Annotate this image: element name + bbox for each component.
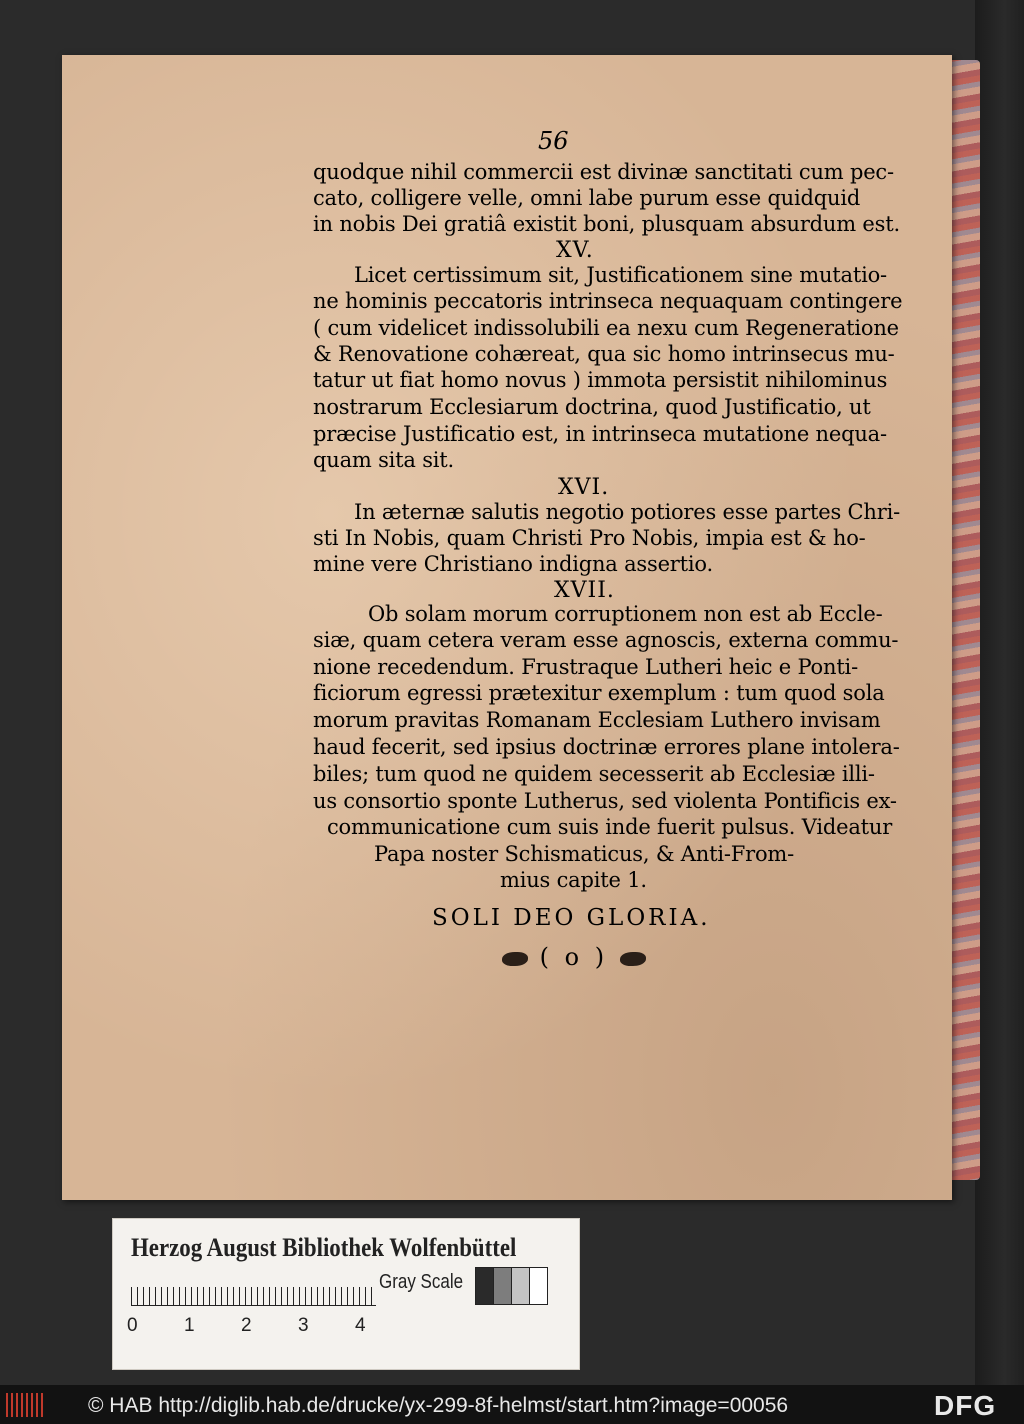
ruler-number: 0 <box>127 1315 138 1336</box>
ornament-text: ( o ) <box>539 943 609 971</box>
color-target-card <box>112 1218 580 1370</box>
dark-backdrop <box>975 0 1024 1385</box>
hab-logo-icon <box>6 1393 46 1417</box>
page-number: 56 <box>538 127 569 155</box>
text-line: ( cum videlicet indissolubili ea nexu cum Regeneratione <box>313 316 899 340</box>
gray-scale-label: Gray Scale <box>379 1271 464 1293</box>
gray-swatch <box>493 1267 512 1305</box>
text-line: mine vere Christiano indigna assertio. <box>313 552 713 576</box>
section-heading-xvi: XVI. <box>558 475 610 500</box>
ruler-number: 4 <box>355 1315 366 1336</box>
dfg-logo: DFG <box>934 1390 997 1421</box>
ruler-number: 2 <box>241 1315 252 1336</box>
ornament-leaf-icon <box>502 952 528 966</box>
text-line: quam sita sit. <box>313 448 455 472</box>
text-line: siæ, quam cetera veram esse agnoscis, externa commu- <box>313 628 899 652</box>
text-line: præcise Justificatio est, in intrinseca mutatione nequa- <box>313 422 887 446</box>
gray-swatch <box>511 1267 530 1305</box>
text-line: tatur ut fiat homo novus ) immota persistit nihilominus <box>313 368 888 392</box>
text-line: Licet certissimum sit, Justificationem sine mutatio- <box>354 263 887 287</box>
text-line: sti In Nobis, quam Christi Pro Nobis, impia est & ho- <box>313 526 866 550</box>
text-line: ne hominis peccatoris intrinseca nequaquam contingere <box>313 289 903 313</box>
text-line: Ob solam morum corruptionem non est ab Eccle- <box>368 602 883 626</box>
text-line: morum pravitas Romanam Ecclesiam Luthero invisam <box>313 708 881 732</box>
closing-doxology: SOLI DEO GLORIA. <box>432 905 711 931</box>
gray-swatch <box>475 1267 494 1305</box>
library-name: Herzog August Bibliothek Wolfenbüttel <box>131 1233 517 1262</box>
printer-ornament <box>502 943 646 971</box>
measurement-ruler <box>131 1279 376 1306</box>
gray-swatch <box>529 1267 548 1305</box>
footer-url-link[interactable]: © HAB http://diglib.hab.de/drucke/yx-299-8f-helmst/start.htm?image=00056 <box>88 1394 789 1417</box>
text-line: ficiorum egressi prætexitur exemplum : tum quod sola <box>313 681 885 705</box>
section-heading-xvii: XVII. <box>554 578 615 603</box>
text-line: nione recedendum. Frustraque Lutheri heic e Ponti- <box>313 655 858 679</box>
text-line: in nobis Dei gratiâ existit boni, plusquam absurdum est. <box>313 212 900 236</box>
text-line: & Renovatione cohæreat, qua sic homo intrinsecus mu- <box>313 342 895 366</box>
text-line: quodque nihil commercii est divinæ sanctitati cum pec- <box>313 160 894 184</box>
footer-bar <box>0 1385 1024 1424</box>
text-line: nostrarum Ecclesiarum doctrina, quod Justificatio, ut <box>313 395 871 419</box>
ruler-number: 3 <box>298 1315 309 1336</box>
section-heading-xv: XV. <box>556 238 594 263</box>
text-line: In æternæ salutis negotio potiores esse partes Chri- <box>354 500 900 524</box>
text-line: biles; tum quod ne quidem secesserit ab Ecclesiæ illi- <box>313 762 875 786</box>
text-line: mius capite 1. <box>500 868 647 892</box>
ruler-number: 1 <box>184 1315 195 1336</box>
text-line: cato, colligere velle, omni labe purum esse quidquid <box>313 186 861 210</box>
text-line: haud fecerit, sed ipsius doctrinæ errores plane intolera- <box>313 735 900 759</box>
text-line: Papa noster Schismaticus, & Anti-From- <box>374 842 795 866</box>
text-line: us consortio sponte Lutherus, sed violenta Pontificis ex- <box>313 789 897 813</box>
text-line: communicatione cum suis inde fuerit pulsus. Videatur <box>327 815 893 839</box>
ornament-leaf-icon <box>620 952 646 966</box>
